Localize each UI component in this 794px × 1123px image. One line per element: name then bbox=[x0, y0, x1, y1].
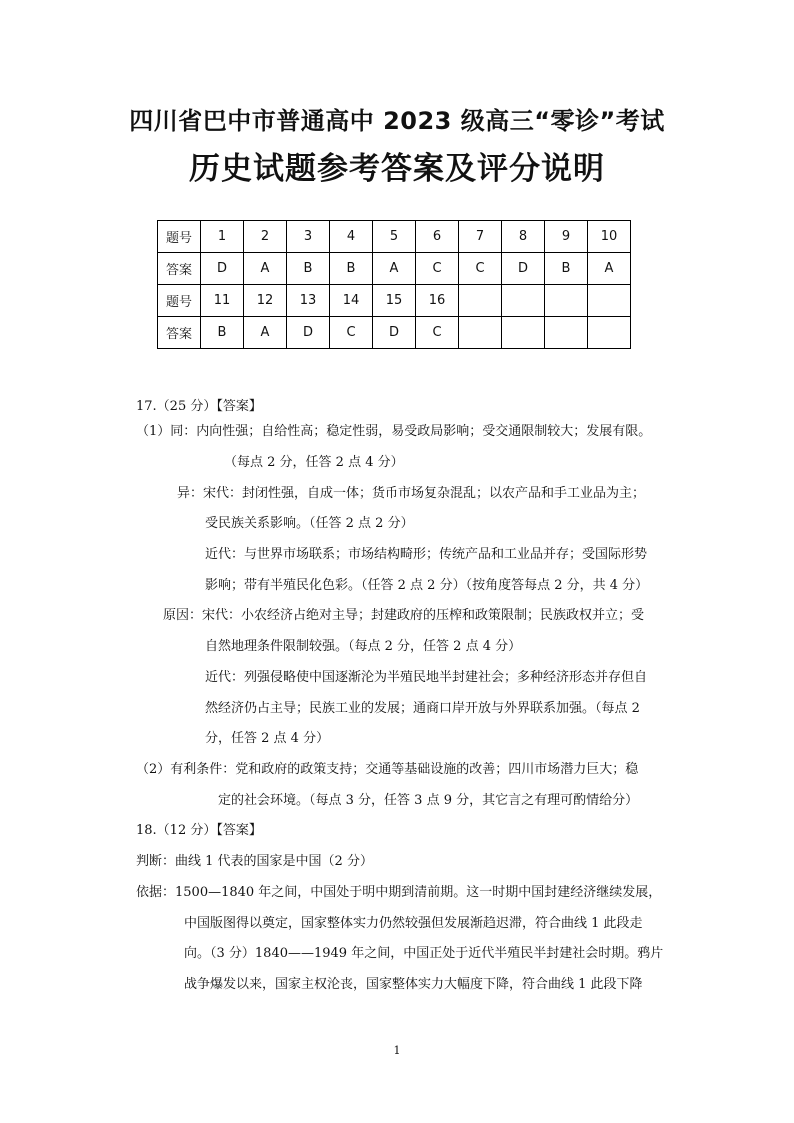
page-number: 1 bbox=[393, 1044, 401, 1057]
q17-reason-modern-cont: 然经济仍占主导；民族工业的发展；通商口岸开放与外界联系加强。（每点 2 bbox=[205, 701, 640, 716]
table-cell: 12 bbox=[244, 285, 287, 317]
q17-reason-modern-end: 分，任答 2 点 4 分） bbox=[205, 731, 330, 746]
q18-heading: 18.（12 分）【答案】 bbox=[136, 823, 262, 838]
q18-basis: 依据：1500—1840 年之间，中国处于明中期到清前期。这一时期中国封建经济继续发展， bbox=[136, 885, 662, 900]
table-cell: 1 bbox=[201, 221, 244, 253]
table-cell: 4 bbox=[330, 221, 373, 253]
q17-diff-modern: 近代：与世界市场联系；市场结构畸形；传统产品和工业品并存；受国际形势 bbox=[205, 547, 648, 562]
table-cell: B bbox=[201, 317, 244, 349]
title-line-2: 历史试题参考答案及评分说明 bbox=[189, 151, 605, 187]
table-cell: 6 bbox=[416, 221, 459, 253]
table-cell: 8 bbox=[502, 221, 545, 253]
table-cell: 10 bbox=[588, 221, 631, 253]
table-cell: 题号 bbox=[158, 221, 201, 253]
q18-judgement: 判断：曲线 1 代表的国家是中国（2 分） bbox=[136, 854, 373, 869]
table-cell bbox=[502, 285, 545, 317]
q17-reason-song: 原因：宋代：小农经济占绝对主导；封建政府的压榨和政策限制；民族政权并立；受 bbox=[163, 608, 645, 623]
table-cell: B bbox=[330, 253, 373, 285]
table-cell: A bbox=[244, 253, 287, 285]
table-cell: D bbox=[287, 317, 330, 349]
q17-part2-cont: 定的社会环境。（每点 3 分，任答 3 点 9 分，其它言之有理可酌情给分） bbox=[218, 793, 639, 808]
q17-part2: （2）有利条件：党和政府的政策支持；交通等基础设施的改善；四川市场潜力巨大；稳 bbox=[136, 762, 639, 777]
table-cell: 7 bbox=[459, 221, 502, 253]
table-cell: 9 bbox=[545, 221, 588, 253]
title-line-1: 四川省巴中市普通高中 2023 级高三“零诊”考试 bbox=[129, 107, 665, 135]
table-cell bbox=[459, 285, 502, 317]
q18-basis-cont-1: 中国版图得以奠定，国家整体实力仍然较强但发展渐趋迟滞，符合曲线 1 此段走 bbox=[184, 916, 643, 931]
table-cell bbox=[459, 317, 502, 349]
table-cell bbox=[545, 285, 588, 317]
table-row bbox=[158, 317, 631, 349]
q17-diff-song-cont: 受民族关系影响。（任答 2 点 2 分） bbox=[205, 516, 414, 531]
table-cell bbox=[588, 285, 631, 317]
table-cell bbox=[588, 317, 631, 349]
table-cell: 答案 bbox=[158, 253, 201, 285]
table-row bbox=[158, 221, 631, 253]
table-cell: 16 bbox=[416, 285, 459, 317]
q17-part1-same: （1）同：内向性强；自给性高；稳定性弱，易受政局影响；受交通限制较大；发展有限。 bbox=[136, 424, 652, 439]
table-cell: 答案 bbox=[158, 317, 201, 349]
table-cell: 14 bbox=[330, 285, 373, 317]
table-cell bbox=[502, 317, 545, 349]
table-cell: 13 bbox=[287, 285, 330, 317]
q17-reason-song-cont: 自然地理条件限制较强。（每点 2 分，任答 2 点 4 分） bbox=[205, 639, 522, 654]
q18-basis-cont-2: 向。（3 分）1840——1949 年之间，中国正处于近代半殖民半封建社会时期。鸦片 bbox=[184, 946, 664, 961]
table-cell: D bbox=[201, 253, 244, 285]
table-cell: A bbox=[244, 317, 287, 349]
table-cell: 11 bbox=[201, 285, 244, 317]
table-cell: D bbox=[502, 253, 545, 285]
q18-basis-cont-3: 战争爆发以来，国家主权沦丧，国家整体实力大幅度下降，符合曲线 1 此段下降 bbox=[184, 977, 643, 992]
table-cell: 3 bbox=[287, 221, 330, 253]
table-cell: A bbox=[588, 253, 631, 285]
table-cell: B bbox=[545, 253, 588, 285]
table-row bbox=[158, 253, 631, 285]
q17-heading: 17.（25 分）【答案】 bbox=[136, 399, 262, 414]
table-cell bbox=[545, 317, 588, 349]
table-cell: 15 bbox=[373, 285, 416, 317]
table-cell: 题号 bbox=[158, 285, 201, 317]
q17-reason-modern: 近代：列强侵略使中国逐渐沦为半殖民地半封建社会；多种经济形态并存但自 bbox=[205, 670, 648, 685]
q17-part1-same-score: （每点 2 分，任答 2 点 4 分） bbox=[224, 455, 404, 470]
q17-diff-modern-cont: 影响；带有半殖民化色彩。（任答 2 点 2 分）（按角度答每点 2 分，共 4 分） bbox=[205, 578, 649, 593]
table-cell: 2 bbox=[244, 221, 287, 253]
table-row bbox=[158, 285, 631, 317]
answer-table bbox=[157, 220, 631, 349]
table-cell: C bbox=[330, 317, 373, 349]
table-cell: C bbox=[459, 253, 502, 285]
table-cell: 5 bbox=[373, 221, 416, 253]
table-cell: C bbox=[416, 253, 459, 285]
table-cell: B bbox=[287, 253, 330, 285]
table-cell: A bbox=[373, 253, 416, 285]
table-cell: C bbox=[416, 317, 459, 349]
table-cell: D bbox=[373, 317, 416, 349]
q17-diff-song: 异：宋代：封闭性强，自成一体；货币市场复杂混乱；以农产品和手工业品为主； bbox=[177, 486, 646, 501]
